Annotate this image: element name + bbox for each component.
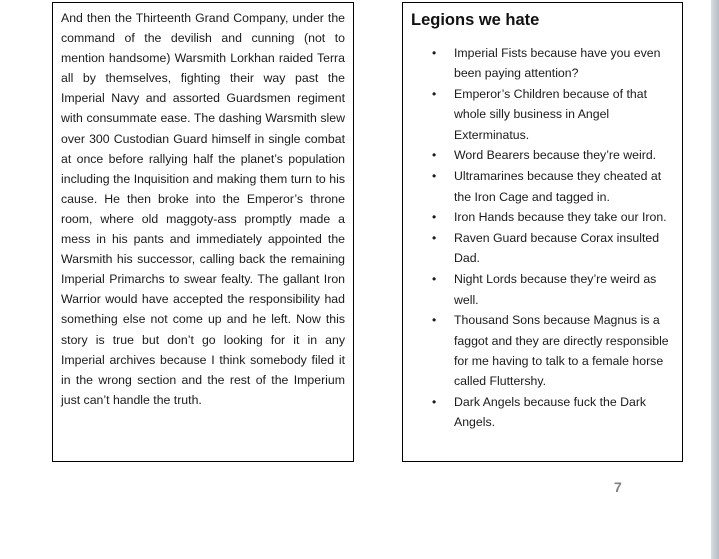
story-paragraph: And then the Thirteenth Grand Company, under the command of the devilish and cunning (not to mention handsome) Warsmith Lorkhan raided Terra all by themselves, fighting their way past the Imperial Navy and assorted Guardsmen regiment with consummate ease. The dashing Warsmith slew over 300 Custodian Guard himself in single combat at once before rallying half the planet’s population including the Inquisition and making them turn to his cause. He then broke into the Emperor’s throne room, where old maggoty-ass promptly made a mess in his pants and immediately appointed the Warsmith his successor, calling back the remaining Imperial Primarchs to swear fealty. The gallant Iron Warrior would have accepted the responsibility had something else not come up and he left. Now this story is true but don’t go looking for it in any Imperial archives because I think somebody filed it in the wrong section and the rest of the Imperium just can’t handle the truth. bbox=[61, 11, 345, 407]
bullet-icon: • bbox=[432, 395, 437, 410]
page-number: 7 bbox=[614, 479, 622, 495]
bullet-icon: • bbox=[432, 148, 437, 163]
bullet-icon: • bbox=[432, 272, 437, 287]
list-item-text: Ultramarines because they cheated at the Iron Cage and tagged in. bbox=[454, 169, 662, 204]
legions-list bbox=[411, 43, 674, 433]
list-item bbox=[411, 310, 674, 391]
list-item-text: Iron Hands because they take our Iron. bbox=[454, 210, 667, 225]
legions-heading: Legions we hate bbox=[411, 11, 540, 29]
page-edge-shadow bbox=[711, 0, 719, 559]
bullet-icon: • bbox=[432, 46, 437, 60]
story-text-box bbox=[52, 2, 354, 462]
list-item bbox=[411, 207, 674, 227]
list-item-text: Word Bearers because they’re weird. bbox=[454, 148, 657, 163]
list-item-text: Night Lords because they’re weird as well. bbox=[454, 272, 657, 307]
list-item bbox=[411, 269, 674, 310]
legions-list-box bbox=[402, 2, 683, 462]
list-item-text: Raven Guard because Corax insulted Dad. bbox=[454, 231, 660, 266]
list-item bbox=[411, 392, 674, 433]
bullet-icon: • bbox=[432, 210, 437, 225]
list-item-text: Dark Angels because fuck the Dark Angels. bbox=[454, 395, 647, 430]
list-item bbox=[411, 166, 674, 207]
bullet-icon: • bbox=[432, 231, 437, 246]
list-item-text: Imperial Fists because have you even been paying attention? bbox=[454, 46, 661, 81]
list-item-text: Emperor’s Children because of that whole silly business in Angel Exterminatus. bbox=[454, 87, 647, 142]
list-item bbox=[411, 145, 674, 165]
bullet-icon: • bbox=[432, 87, 437, 102]
bullet-icon: • bbox=[432, 169, 437, 184]
list-item bbox=[411, 43, 674, 84]
list-item bbox=[411, 228, 674, 269]
list-item bbox=[411, 84, 674, 145]
list-item-text: Thousand Sons because Magnus is a faggot and they are directly responsible for me having to talk to a female horse called Fluttershy. bbox=[454, 313, 669, 389]
bullet-icon: • bbox=[432, 313, 437, 328]
